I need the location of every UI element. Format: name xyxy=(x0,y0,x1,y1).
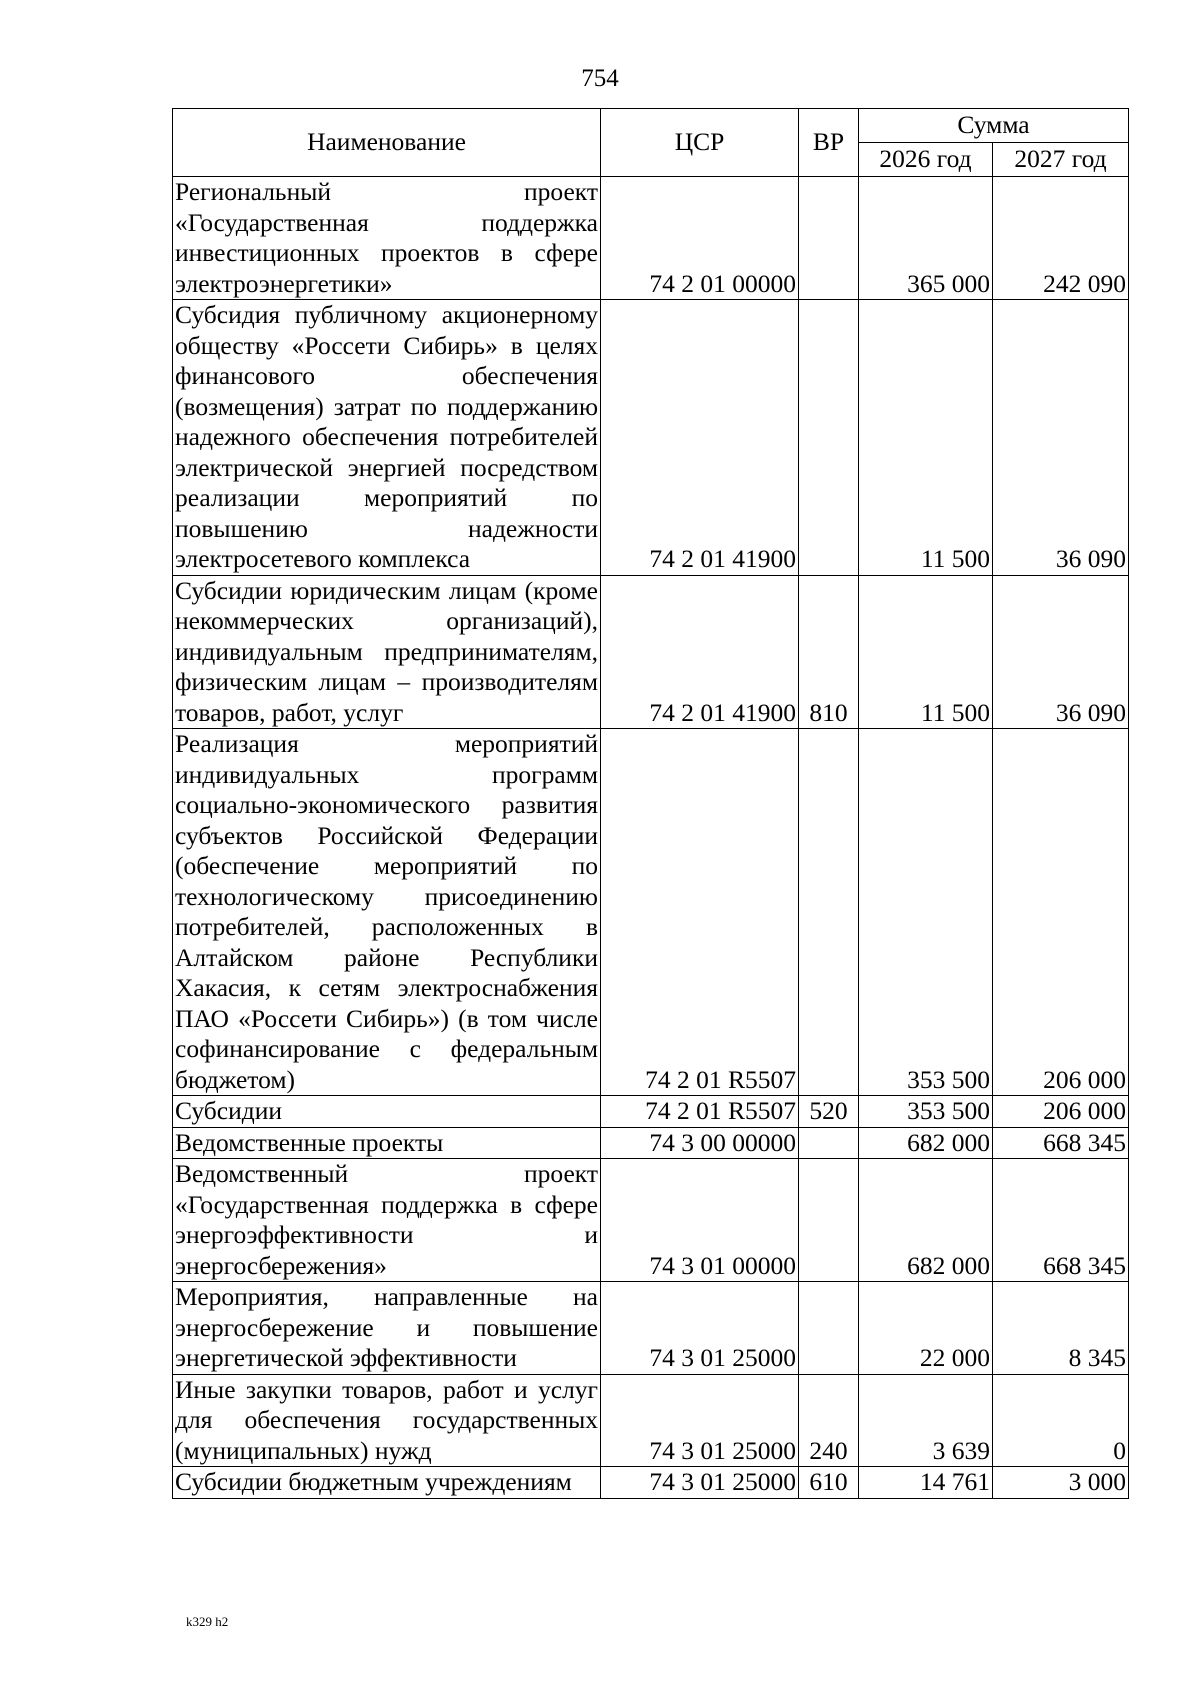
row-sum-2026: 353 500 xyxy=(859,1096,993,1128)
row-csr: 74 3 01 25000 xyxy=(601,1282,799,1375)
row-name: Региональный проект «Государственная поддержка инвестиционных проектов в сфере электроэнергетики» xyxy=(173,177,601,300)
budget-table xyxy=(172,108,1129,1499)
row-csr: 74 2 01 R5507 xyxy=(601,729,799,1096)
row-csr: 74 2 01 R5507 xyxy=(601,1096,799,1128)
row-sum-2027: 242 090 xyxy=(993,177,1129,300)
table-row xyxy=(173,1159,1129,1282)
row-sum-2026: 3 639 xyxy=(859,1374,993,1467)
row-sum-2027: 0 xyxy=(993,1374,1129,1467)
row-sum-2026: 11 500 xyxy=(859,575,993,729)
row-name: Мероприятия, направленные на энергосбережение и повышение энергетической эффективности xyxy=(173,1282,601,1375)
footer-code: k329 h2 xyxy=(186,1614,229,1629)
header-year-2026: 2026 год xyxy=(859,143,993,177)
row-name: Субсидии бюджетным учреждениям xyxy=(173,1467,601,1499)
row-csr: 74 3 01 25000 xyxy=(601,1374,799,1467)
row-sum-2026: 14 761 xyxy=(859,1467,993,1499)
row-vr xyxy=(799,1282,859,1375)
row-sum-2026: 682 000 xyxy=(859,1127,993,1159)
row-name: Иные закупки товаров, работ и услуг для обеспечения государственных (муниципальных) нужд xyxy=(173,1374,601,1467)
row-vr xyxy=(799,1159,859,1282)
row-vr: 520 xyxy=(799,1096,859,1128)
row-name: Реализация мероприятий индивидуальных программ социально-экономического развития субъектов Российской Федерации (обеспечение мероприятий по технологическому присоединению потребителей, расположенных в Алтайском районе Республики Хакасия, к сетям электроснабжения ПАО «Россети Сибирь») (в том числе софинансирование с федеральным бюджетом) xyxy=(173,729,601,1096)
row-name: Субсидии xyxy=(173,1096,601,1128)
header-csr: ЦСР xyxy=(601,109,799,177)
header-vr: ВР xyxy=(799,109,859,177)
row-csr: 74 2 01 41900 xyxy=(601,300,799,576)
row-name: Субсидия публичному акционерному обществу «Россети Сибирь» в целях финансового обеспечения (возмещения) затрат по поддержанию надежного обеспечения потребителей электрической энергией посредством реализации мероприятий по повышению надежности электросетевого комплекса xyxy=(173,300,601,576)
row-vr xyxy=(799,1127,859,1159)
row-csr: 74 2 01 41900 xyxy=(601,575,799,729)
table-row xyxy=(173,177,1129,300)
page-number: 754 xyxy=(581,65,619,92)
row-csr: 74 3 00 00000 xyxy=(601,1127,799,1159)
row-sum-2026: 11 500 xyxy=(859,300,993,576)
row-sum-2027: 668 345 xyxy=(993,1159,1129,1282)
row-vr xyxy=(799,300,859,576)
row-vr xyxy=(799,177,859,300)
row-vr: 610 xyxy=(799,1467,859,1499)
table-row xyxy=(173,1282,1129,1375)
row-sum-2027: 36 090 xyxy=(993,300,1129,576)
row-sum-2026: 22 000 xyxy=(859,1282,993,1375)
row-vr xyxy=(799,729,859,1096)
row-sum-2026: 682 000 xyxy=(859,1159,993,1282)
row-sum-2027: 206 000 xyxy=(993,1096,1129,1128)
row-sum-2027: 8 345 xyxy=(993,1282,1129,1375)
row-sum-2027: 3 000 xyxy=(993,1467,1129,1499)
row-sum-2026: 365 000 xyxy=(859,177,993,300)
row-name: Ведомственные проекты xyxy=(173,1127,601,1159)
row-name: Субсидии юридическим лицам (кроме некоммерческих организаций), индивидуальным предпринимателям, физическим лицам – производителям товаров, работ, услуг xyxy=(173,575,601,729)
row-sum-2027: 36 090 xyxy=(993,575,1129,729)
table-row xyxy=(173,1127,1129,1159)
row-csr: 74 3 01 00000 xyxy=(601,1159,799,1282)
table-row xyxy=(173,1096,1129,1128)
row-sum-2027: 668 345 xyxy=(993,1127,1129,1159)
row-csr: 74 2 01 00000 xyxy=(601,177,799,300)
header-year-2027: 2027 год xyxy=(993,143,1129,177)
table-row xyxy=(173,1374,1129,1467)
table-row xyxy=(173,575,1129,729)
table-header xyxy=(173,109,1129,177)
table-row xyxy=(173,1467,1129,1499)
row-csr: 74 3 01 25000 xyxy=(601,1467,799,1499)
row-sum-2026: 353 500 xyxy=(859,729,993,1096)
table-row xyxy=(173,729,1129,1096)
row-sum-2027: 206 000 xyxy=(993,729,1129,1096)
header-sum: Сумма xyxy=(859,109,1129,143)
header-name: Наименование xyxy=(173,109,601,177)
row-vr: 810 xyxy=(799,575,859,729)
row-name: Ведомственный проект «Государственная поддержка в сфере энергоэффективности и энергосбережения» xyxy=(173,1159,601,1282)
table-body xyxy=(173,177,1129,1499)
table-row xyxy=(173,300,1129,576)
row-vr: 240 xyxy=(799,1374,859,1467)
